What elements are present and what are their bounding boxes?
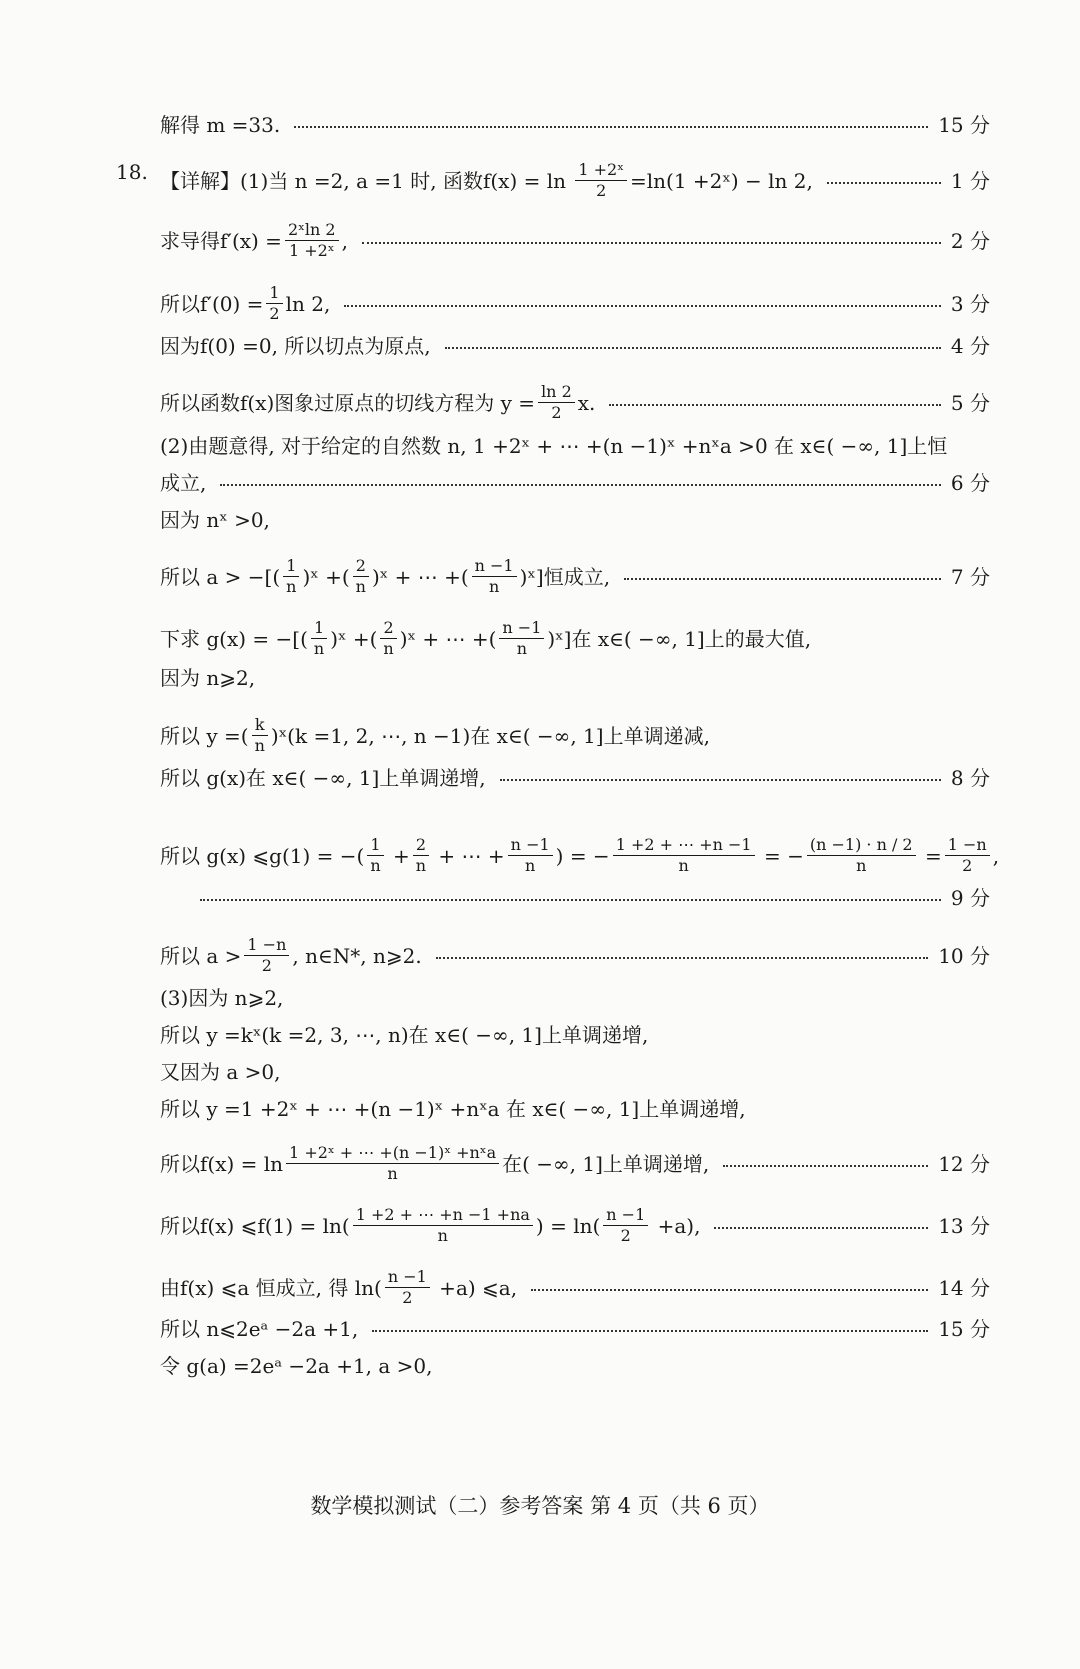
denominator: 2: [620, 1226, 631, 1245]
text-run: 所以函数f(x)图象过原点的切线方程为 y =: [160, 390, 536, 415]
fraction: [353, 1205, 533, 1246]
score-mark: 4 分: [950, 334, 990, 358]
text-run: x.: [577, 390, 596, 415]
numerator: k: [252, 715, 268, 736]
numerator: (n −1) · n / 2: [807, 835, 916, 856]
denominator: 2: [551, 403, 562, 422]
dotted-leader: [827, 182, 941, 184]
solution-text: 因为 nˣ >0,: [160, 508, 270, 532]
text-run: 求导得f′(x) =: [160, 228, 282, 253]
fraction: [244, 935, 289, 976]
numerator: n −1: [472, 556, 517, 577]
solution-line: [160, 556, 990, 597]
fraction: [613, 835, 755, 876]
solution-line: [160, 1096, 990, 1122]
text-run: 所以 a >: [160, 943, 242, 968]
solution-line: [160, 382, 990, 423]
score-mark: 1 分: [950, 168, 990, 193]
dotted-leader: [372, 1330, 928, 1332]
text-run: ) = −: [555, 843, 610, 868]
text-run: =ln(1 +2ˣ) − ln 2,: [630, 168, 813, 193]
score-mark: 13 分: [938, 1213, 990, 1238]
solution-text: 因为f(0) =0, 所以切点为原点,: [160, 334, 431, 358]
solution-line: [160, 1022, 990, 1048]
denominator: n: [437, 1226, 448, 1245]
score-mark: 15 分: [938, 113, 990, 137]
text-run: ,: [341, 228, 348, 253]
denominator: n: [856, 856, 867, 875]
numerator: 1 −n: [244, 935, 289, 956]
numerator: n −1: [385, 1267, 430, 1288]
text-run: =: [918, 843, 942, 868]
text-run: ln 2,: [285, 291, 331, 316]
fraction: [538, 382, 575, 423]
text-run: ,: [992, 843, 1000, 868]
solution-line: [160, 470, 990, 496]
fraction: [575, 160, 627, 201]
fraction: [385, 1267, 430, 1308]
fraction: [499, 618, 544, 659]
text-run: 在( −∞, 1]上单调递增,: [502, 1151, 710, 1176]
solution-text: 所以 y =1 +2ˣ + ⋯ +(n −1)ˣ +nˣa 在 x∈( −∞, 1]上单调递增,: [160, 1097, 746, 1121]
solution-line: [160, 715, 990, 756]
solution-text: 所以 n⩽2eᵃ −2a +1,: [160, 1317, 359, 1341]
text-run: )ˣ]在 x∈( −∞, 1]上的最大值,: [547, 626, 812, 651]
solution-text: [160, 556, 610, 597]
denominator: 2: [402, 1288, 413, 1307]
denominator: n: [387, 1164, 398, 1183]
numerator: 1: [266, 283, 282, 304]
text-run: )ˣ +(: [330, 626, 378, 651]
solution-text: [160, 1143, 709, 1184]
fraction: [508, 835, 553, 876]
fraction: [413, 835, 429, 876]
dotted-leader: [200, 899, 941, 901]
solution-line: [200, 885, 990, 911]
text-run: 所以f(x) = ln: [160, 1151, 284, 1176]
text-run: 所以 a > −[(: [160, 564, 281, 589]
solution-line: [160, 665, 990, 691]
score-mark: 9 分: [950, 886, 990, 910]
solution-line: [160, 835, 1000, 876]
score-mark: 5 分: [950, 390, 990, 415]
numerator: 2: [353, 556, 369, 577]
numerator: 1 +2 + ⋯ +n −1 +na: [353, 1205, 533, 1226]
numerator: 2: [380, 618, 396, 639]
dotted-leader: [344, 305, 941, 307]
fraction: [353, 556, 369, 597]
text-run: )ˣ]恒成立,: [519, 564, 611, 589]
numerator: n −1: [499, 618, 544, 639]
denominator: 2: [269, 304, 280, 323]
numerator: 2: [413, 835, 429, 856]
dotted-leader: [445, 347, 941, 349]
numerator: 1 +2ˣ: [575, 160, 627, 181]
solution-text: [160, 220, 348, 261]
fraction: [266, 283, 282, 324]
dotted-leader: [531, 1289, 928, 1291]
solution-text: [160, 160, 813, 201]
dotted-leader: [609, 404, 941, 406]
dotted-leader: [294, 126, 928, 128]
denominator: n: [525, 856, 536, 875]
solution-line: [160, 765, 990, 791]
score-mark: 15 分: [938, 1317, 990, 1341]
solution-line: [160, 1316, 990, 1342]
solution-text: 所以 y =kˣ(k =2, 3, ⋯, n)在 x∈( −∞, 1]上单调递增,: [160, 1023, 649, 1047]
text-run: 下求 g(x) = −[(: [160, 626, 308, 651]
denominator: n: [488, 577, 500, 596]
dotted-leader: [714, 1227, 928, 1229]
score-mark: 2 分: [950, 228, 990, 253]
text-run: ) = ln(: [535, 1213, 601, 1238]
solution-text: [160, 283, 330, 324]
text-run: 所以f′(0) =: [160, 291, 264, 316]
numerator: 1 +2 + ⋯ +n −1: [613, 835, 755, 856]
numerator: ln 2: [538, 382, 575, 403]
solution-line: [160, 618, 990, 659]
solution-text: [160, 1205, 700, 1246]
solution-line: [160, 507, 990, 533]
fraction: [603, 1205, 648, 1246]
denominator: n: [678, 856, 689, 875]
text-run: )ˣ + ⋯ +(: [371, 564, 469, 589]
score-mark: 7 分: [950, 564, 990, 589]
fraction: [367, 835, 383, 876]
solution-text: 因为 n⩾2,: [160, 666, 256, 690]
denominator: n: [370, 856, 381, 875]
score-mark: 3 分: [950, 291, 990, 316]
numerator: 1: [311, 618, 327, 639]
text-run: 所以 g(x) ⩽g(1) = −(: [160, 843, 365, 868]
page-footer: 数学模拟测试（二）参考答案 第 4 页（共 6 页）: [310, 1494, 770, 1518]
denominator: 2: [596, 181, 607, 200]
fraction: [807, 835, 916, 876]
text-run: , n∈N*, n⩾2.: [292, 943, 422, 968]
dotted-leader: [624, 578, 941, 580]
text-run: )ˣ +(: [302, 564, 350, 589]
text-run: +a) ⩽a,: [432, 1275, 518, 1300]
solution-text: [160, 618, 811, 659]
solution-text: [160, 715, 710, 756]
fraction: [380, 618, 396, 659]
numerator: 1 +2ˣ + ⋯ +(n −1)ˣ +nˣa: [286, 1143, 499, 1164]
solution-line: [160, 985, 990, 1011]
fraction: [311, 618, 327, 659]
dotted-leader: [220, 484, 941, 486]
solution-line: [160, 1267, 990, 1308]
solution-text: (2)由题意得, 对于给定的自然数 n, 1 +2ˣ + ⋯ +(n −1)ˣ +nˣa >0 在 x∈( −∞, 1]上恒: [160, 434, 948, 458]
denominator: n: [415, 856, 427, 875]
fraction: [945, 835, 990, 876]
solution-text: 所以 g(x)在 x∈( −∞, 1]上单调递增,: [160, 766, 486, 790]
solution-line: [160, 1205, 990, 1246]
numerator: n −1: [603, 1205, 648, 1226]
text-run: 所以f(x) ⩽f(1) = ln(: [160, 1213, 350, 1238]
denominator: n: [355, 577, 366, 596]
score-mark: 8 分: [950, 766, 990, 790]
dotted-leader: [362, 242, 941, 244]
text-run: 由f(x) ⩽a 恒成立, 得 ln(: [160, 1275, 382, 1300]
solution-text: 又因为 a >0,: [160, 1060, 281, 1084]
denominator: n: [286, 577, 297, 596]
question-number: 18.: [116, 160, 148, 184]
numerator: 1: [367, 835, 383, 856]
score-mark: 10 分: [938, 943, 990, 968]
numerator: 2ˣln 2: [285, 220, 339, 241]
solution-line: [160, 333, 990, 359]
numerator: 1 −n: [945, 835, 990, 856]
solution-text: (3)因为 n⩾2,: [160, 986, 284, 1010]
text-run: 所以 y =(: [160, 723, 249, 748]
solution-line: [160, 220, 990, 261]
solution-line: [160, 112, 990, 138]
solution-line: [160, 1143, 990, 1184]
fraction: [472, 556, 517, 597]
solution-line: [160, 1059, 990, 1085]
fraction: [285, 220, 339, 261]
text-run: +: [386, 843, 410, 868]
denominator: 1 +2ˣ: [288, 241, 335, 260]
text-run: 【详解】(1)当 n =2, a =1 时, 函数f(x) = ln: [160, 168, 573, 193]
numerator: n −1: [508, 835, 553, 856]
solution-line: [160, 935, 990, 976]
denominator: 2: [962, 856, 973, 875]
text-run: +a),: [651, 1213, 701, 1238]
score-mark: 6 分: [950, 471, 990, 495]
solution-line: [160, 283, 990, 324]
fraction: [283, 556, 299, 597]
solution-text: [160, 835, 999, 876]
solution-text: 解得 m =33.: [160, 113, 281, 137]
fraction: [252, 715, 268, 756]
score-mark: 14 分: [938, 1275, 990, 1300]
dotted-leader: [723, 1165, 928, 1167]
text-run: = −: [757, 843, 804, 868]
denominator: n: [254, 736, 265, 755]
solution-line: [160, 160, 990, 201]
numerator: 1: [283, 556, 299, 577]
dotted-leader: [436, 957, 928, 959]
denominator: n: [516, 639, 528, 658]
text-run: )ˣ(k =1, 2, ⋯, n −1)在 x∈( −∞, 1]上单调递减,: [270, 723, 710, 748]
score-mark: 12 分: [938, 1151, 990, 1176]
denominator: n: [383, 639, 394, 658]
denominator: n: [313, 639, 325, 658]
text-run: )ˣ + ⋯ +(: [399, 626, 497, 651]
solution-line: [160, 433, 990, 459]
text-run: + ⋯ +: [432, 843, 505, 868]
solution-text: [160, 1267, 517, 1308]
fraction: [286, 1143, 499, 1184]
solution-text: 令 g(a) =2eᵃ −2a +1, a >0,: [160, 1354, 433, 1378]
solution-text: [160, 935, 422, 976]
dotted-leader: [500, 779, 941, 781]
solution-text: [160, 382, 595, 423]
denominator: 2: [261, 956, 272, 975]
solution-line: [160, 1353, 990, 1379]
solution-text: 成立,: [160, 471, 207, 495]
